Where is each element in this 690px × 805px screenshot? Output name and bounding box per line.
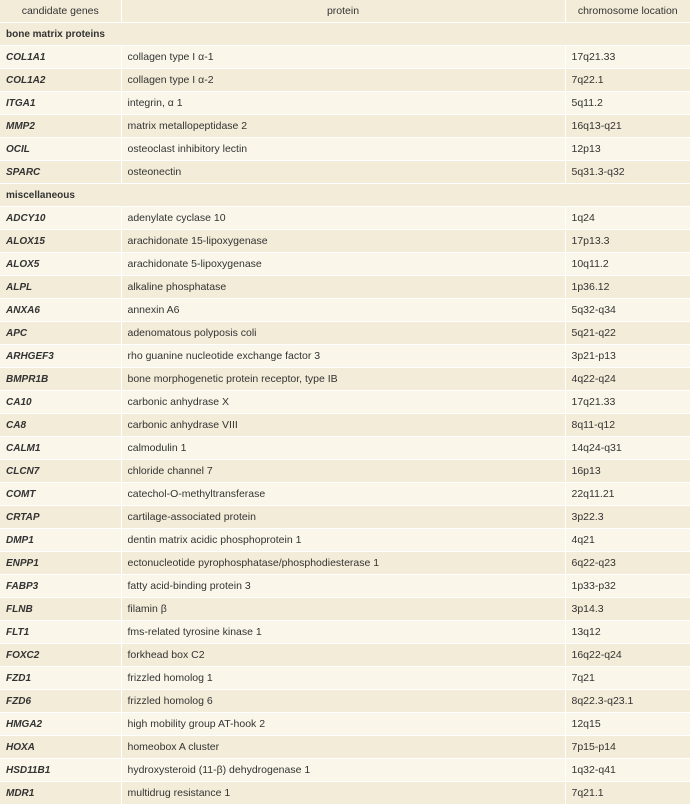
table-row [0,575,690,598]
gene-cell: BMPR1B [0,368,121,391]
chromosome-location-cell: 5q32-q34 [565,299,690,322]
gene-cell: COMT [0,483,121,506]
gene-cell: ALOX15 [0,230,121,253]
gene-cell: CA10 [0,391,121,414]
chromosome-location-cell: 17p13.3 [565,230,690,253]
table-row [0,69,690,92]
protein-cell: collagen type I α-2 [121,69,565,92]
table-row [0,782,690,805]
protein-cell: homeobox A cluster [121,736,565,759]
protein-cell: dentin matrix acidic phosphoprotein 1 [121,529,565,552]
protein-cell: multidrug resistance 1 [121,782,565,805]
chromosome-location-cell: 7q22.1 [565,69,690,92]
chromosome-location-cell: 1q32-q41 [565,759,690,782]
table-row [0,529,690,552]
section-title: miscellaneous [0,184,690,207]
table-row [0,414,690,437]
chromosome-location-cell: 14q24-q31 [565,437,690,460]
protein-cell: fms-related tyrosine kinase 1 [121,621,565,644]
protein-cell: osteoclast inhibitory lectin [121,138,565,161]
protein-cell: integrin, α 1 [121,92,565,115]
table-row [0,483,690,506]
chromosome-location-cell: 12q15 [565,713,690,736]
protein-cell: carbonic anhydrase X [121,391,565,414]
chromosome-location-cell: 5q31.3-q32 [565,161,690,184]
chromosome-location-cell: 5q21-q22 [565,322,690,345]
protein-cell: rho guanine nucleotide exchange factor 3 [121,345,565,368]
chromosome-location-cell: 1p33-p32 [565,575,690,598]
table-row [0,161,690,184]
chromosome-location-cell: 12p13 [565,138,690,161]
gene-cell: MDR1 [0,782,121,805]
table-row [0,437,690,460]
chromosome-location-cell: 16p13 [565,460,690,483]
chromosome-location-cell: 4q21 [565,529,690,552]
gene-cell: ANXA6 [0,299,121,322]
table-row [0,115,690,138]
gene-cell: OCIL [0,138,121,161]
gene-cell: ARHGEF3 [0,345,121,368]
table-row [0,207,690,230]
chromosome-location-cell: 17q21.33 [565,46,690,69]
gene-cell: ALPL [0,276,121,299]
protein-cell: collagen type I α-1 [121,46,565,69]
chromosome-location-cell: 13q12 [565,621,690,644]
gene-cell: ALOX5 [0,253,121,276]
protein-cell: alkaline phosphatase [121,276,565,299]
gene-cell: DMP1 [0,529,121,552]
gene-cell: MMP2 [0,115,121,138]
gene-cell: COL1A2 [0,69,121,92]
table-row [0,713,690,736]
protein-cell: forkhead box C2 [121,644,565,667]
protein-cell: adenomatous polyposis coli [121,322,565,345]
gene-cell: HOXA [0,736,121,759]
protein-cell: annexin A6 [121,299,565,322]
chromosome-location-cell: 7p15-p14 [565,736,690,759]
table-body [0,23,690,805]
gene-cell: FOXC2 [0,644,121,667]
table-row [0,345,690,368]
gene-cell: ADCY10 [0,207,121,230]
chromosome-location-cell: 1q24 [565,207,690,230]
protein-cell: osteonectin [121,161,565,184]
table-row [0,598,690,621]
section-title: bone matrix proteins [0,23,690,46]
chromosome-location-cell: 10q11.2 [565,253,690,276]
protein-cell: fatty acid-binding protein 3 [121,575,565,598]
gene-cell: FABP3 [0,575,121,598]
table-row [0,690,690,713]
chromosome-location-cell: 22q11.21 [565,483,690,506]
gene-cell: CALM1 [0,437,121,460]
protein-cell: arachidonate 15-lipoxygenase [121,230,565,253]
chromosome-location-cell: 6q22-q23 [565,552,690,575]
chromosome-location-cell: 16q22-q24 [565,644,690,667]
chromosome-location-cell: 8q22.3-q23.1 [565,690,690,713]
protein-cell: filamin β [121,598,565,621]
gene-cell: SPARC [0,161,121,184]
gene-cell: FZD6 [0,690,121,713]
table-row [0,138,690,161]
protein-cell: high mobility group AT-hook 2 [121,713,565,736]
gene-cell: APC [0,322,121,345]
table-row [0,552,690,575]
table-row [0,667,690,690]
chromosome-location-cell: 16q13-q21 [565,115,690,138]
chromosome-location-cell: 3p14.3 [565,598,690,621]
table-row [0,736,690,759]
table-row [0,759,690,782]
table-row [0,322,690,345]
table-row [0,368,690,391]
chromosome-location-cell: 5q11.2 [565,92,690,115]
protein-cell: arachidonate 5-lipoxygenase [121,253,565,276]
header-row [0,0,690,23]
gene-cell: HMGA2 [0,713,121,736]
table-row [0,506,690,529]
protein-cell: frizzled homolog 6 [121,690,565,713]
table-row [0,276,690,299]
header-candidate-genes: candidate genes [0,0,121,23]
chromosome-location-cell: 7q21 [565,667,690,690]
table-row [0,92,690,115]
table-row [0,230,690,253]
chromosome-location-cell: 3p21-p13 [565,345,690,368]
gene-cell: ENPP1 [0,552,121,575]
table-row [0,253,690,276]
section-header-row [0,23,690,46]
gene-cell: FZD1 [0,667,121,690]
gene-cell: CA8 [0,414,121,437]
gene-cell: FLNB [0,598,121,621]
protein-cell: adenylate cyclase 10 [121,207,565,230]
gene-cell: ITGA1 [0,92,121,115]
header-protein: protein [121,0,565,23]
gene-cell: HSD11B1 [0,759,121,782]
table-row [0,391,690,414]
chromosome-location-cell: 17q21.33 [565,391,690,414]
table-header [0,0,690,23]
chromosome-location-cell: 1p36.12 [565,276,690,299]
table-row [0,644,690,667]
chromosome-location-cell: 7q21.1 [565,782,690,805]
protein-cell: cartilage-associated protein [121,506,565,529]
chromosome-location-cell: 3p22.3 [565,506,690,529]
table-row [0,621,690,644]
protein-cell: matrix metallopeptidase 2 [121,115,565,138]
header-chromosome-location: chromosome location [565,0,690,23]
chromosome-location-cell: 8q11-q12 [565,414,690,437]
gene-cell: COL1A1 [0,46,121,69]
protein-cell: hydroxysteroid (11-β) dehydrogenase 1 [121,759,565,782]
gene-cell: CRTAP [0,506,121,529]
protein-cell: calmodulin 1 [121,437,565,460]
protein-cell: ectonucleotide pyrophosphatase/phosphodiesterase 1 [121,552,565,575]
table-row [0,46,690,69]
protein-cell: carbonic anhydrase VIII [121,414,565,437]
gene-cell: CLCN7 [0,460,121,483]
protein-cell: catechol-O-methyltransferase [121,483,565,506]
gene-cell: FLT1 [0,621,121,644]
section-header-row [0,184,690,207]
protein-cell: frizzled homolog 1 [121,667,565,690]
table-row [0,460,690,483]
protein-cell: bone morphogenetic protein receptor, type IB [121,368,565,391]
protein-cell: chloride channel 7 [121,460,565,483]
table-row [0,299,690,322]
chromosome-location-cell: 4q22-q24 [565,368,690,391]
